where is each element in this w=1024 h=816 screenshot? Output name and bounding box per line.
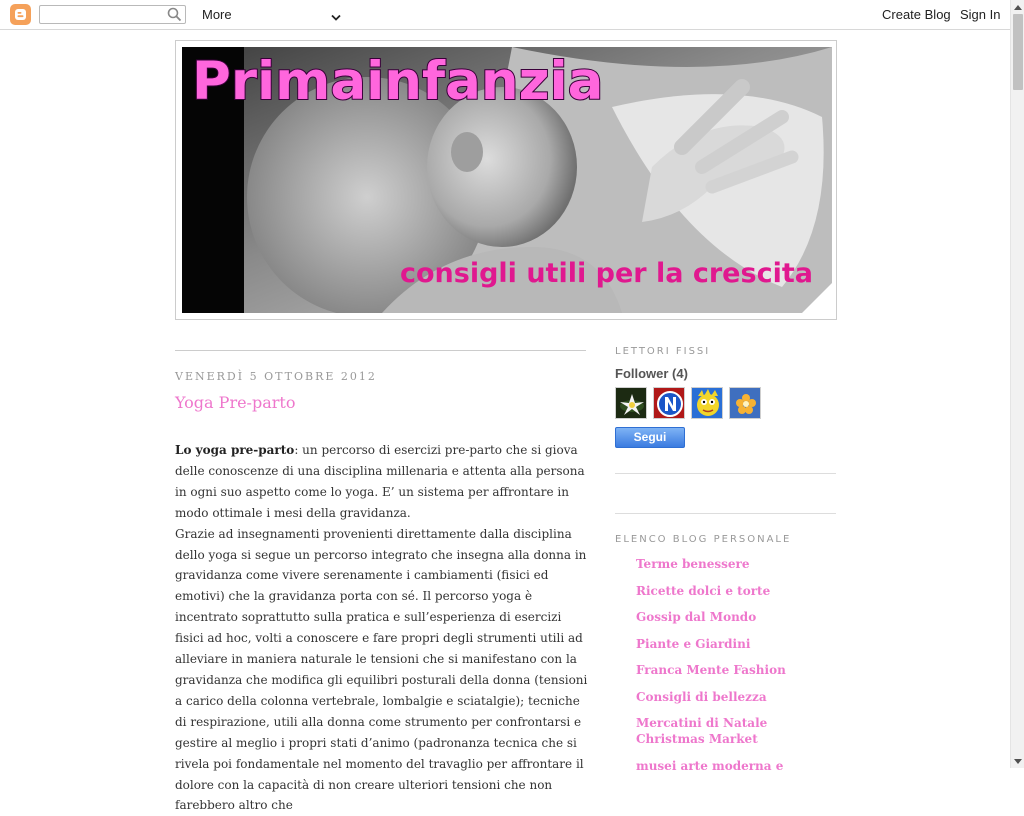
blog-list-item: [636, 758, 831, 774]
blog-list: [636, 556, 831, 774]
main-divider: [175, 350, 586, 351]
search-icon[interactable]: [166, 6, 184, 23]
followers-heading: LETTORI FISSI: [615, 346, 711, 357]
avatar[interactable]: [729, 387, 761, 419]
scroll-down-arrow-icon[interactable]: [1011, 754, 1024, 768]
followers-title: Follower (4): [615, 366, 688, 381]
blog-list-item: [636, 583, 831, 599]
napoli-logo-avatar-icon: [654, 388, 685, 419]
blog-subtitle: consigli utili per la crescita: [400, 258, 813, 289]
post-title-link[interactable]: Yoga Pre-parto: [175, 393, 296, 412]
post-lead-bold: Lo yoga pre-parto: [175, 443, 295, 457]
blog-header: [175, 40, 837, 320]
post-date: VENERDÌ 5 OTTOBRE 2012: [175, 370, 377, 383]
follow-button[interactable]: Segui: [615, 427, 685, 448]
scroll-up-arrow-icon[interactable]: [1011, 0, 1024, 14]
scrollbar-thumb[interactable]: [1013, 14, 1023, 90]
avatar[interactable]: [653, 387, 685, 419]
blog-list-item: [636, 636, 831, 652]
blogger-logo-icon[interactable]: [10, 4, 31, 25]
blog-list-heading: ELENCO BLOG PERSONALE: [615, 534, 792, 545]
blog-list-item: [636, 662, 831, 678]
sign-in-link[interactable]: Sign In: [960, 7, 1001, 22]
blog-list-link[interactable]: Piante e Giardini: [636, 636, 751, 651]
avatar[interactable]: [615, 387, 647, 419]
water-lily-avatar-icon: [616, 388, 647, 419]
blog-list-link[interactable]: Ricette dolci e torte: [636, 583, 771, 598]
navbar-search-input[interactable]: [39, 5, 186, 24]
chevron-down-icon: [331, 10, 341, 25]
blog-list-item: [636, 609, 831, 625]
blog-list-link[interactable]: musei arte moderna e: [636, 758, 784, 773]
blog-list-link[interactable]: Consigli di bellezza: [636, 689, 767, 704]
post-lead-text: : un percorso di esercizi pre-parto che si giova delle conoscenze di una disciplina millenaria e attenta alla persona in ogni suo aspetto come lo yoga. E’ un sistema per affrontare in modo ottimale i mesi della gravidanza.: [175, 443, 585, 520]
blog-title[interactable]: Primainfanzia: [192, 51, 604, 112]
more-dropdown-label: More: [202, 7, 232, 22]
create-blog-link[interactable]: Create Blog: [882, 7, 951, 22]
post-body: [175, 440, 590, 816]
avatar[interactable]: [691, 387, 723, 419]
page-scrollbar[interactable]: [1010, 0, 1024, 768]
post-paragraph: Grazie ad insegnamenti provenienti direttamente dalla disciplina dello yoga si segue un percorso integrato che insegna alla donna in gravidanza come vivere serenamente i cambiamenti (fisici ed emotivi) che la gravidanza porta con sé. Il percorso yoga è incentrato soprattutto sulla pratica e sull’esperienza di esercizi fisici ad hoc, volti a conoscere e fare propri degli strumenti utili ad alleviare in maniera naturale le tensioni che si manifestano con la gravidanza che modifica gli equilibri posturali della donna (tensioni a carico della colonna vertebrale, lombalgie e sciatalgie); tecniche di respirazione, utili alla donna come strumento per confrontarsi e gestire al meglio i propri stati d’animo (padronanza tecnica che si rivela poi fondamentale nel momento del travaglio per affrontare il dolore con la capacità di non creare ulteriori tensioni che non farebbero altro che: [175, 526, 588, 813]
blog-list-link[interactable]: Terme benessere: [636, 557, 750, 571]
blog-list-item: [636, 715, 831, 747]
blogger-navbar: [0, 0, 1010, 30]
post-paragraph: [175, 440, 590, 524]
cartoon-avatar-icon: [692, 388, 723, 419]
header-banner-image[interactable]: [182, 47, 832, 313]
sidebar-divider: [615, 473, 836, 474]
flower-avatar-icon: [730, 388, 761, 419]
blog-list-item: [636, 556, 831, 572]
blog-list-link[interactable]: Mercatini di Natale Christmas Market: [636, 716, 768, 746]
more-dropdown[interactable]: [202, 7, 342, 23]
blog-list-link[interactable]: Franca Mente Fashion: [636, 663, 786, 677]
blog-list-item: [636, 689, 831, 705]
blog-list-link[interactable]: Gossip dal Mondo: [636, 610, 757, 624]
sidebar-divider: [615, 513, 836, 514]
